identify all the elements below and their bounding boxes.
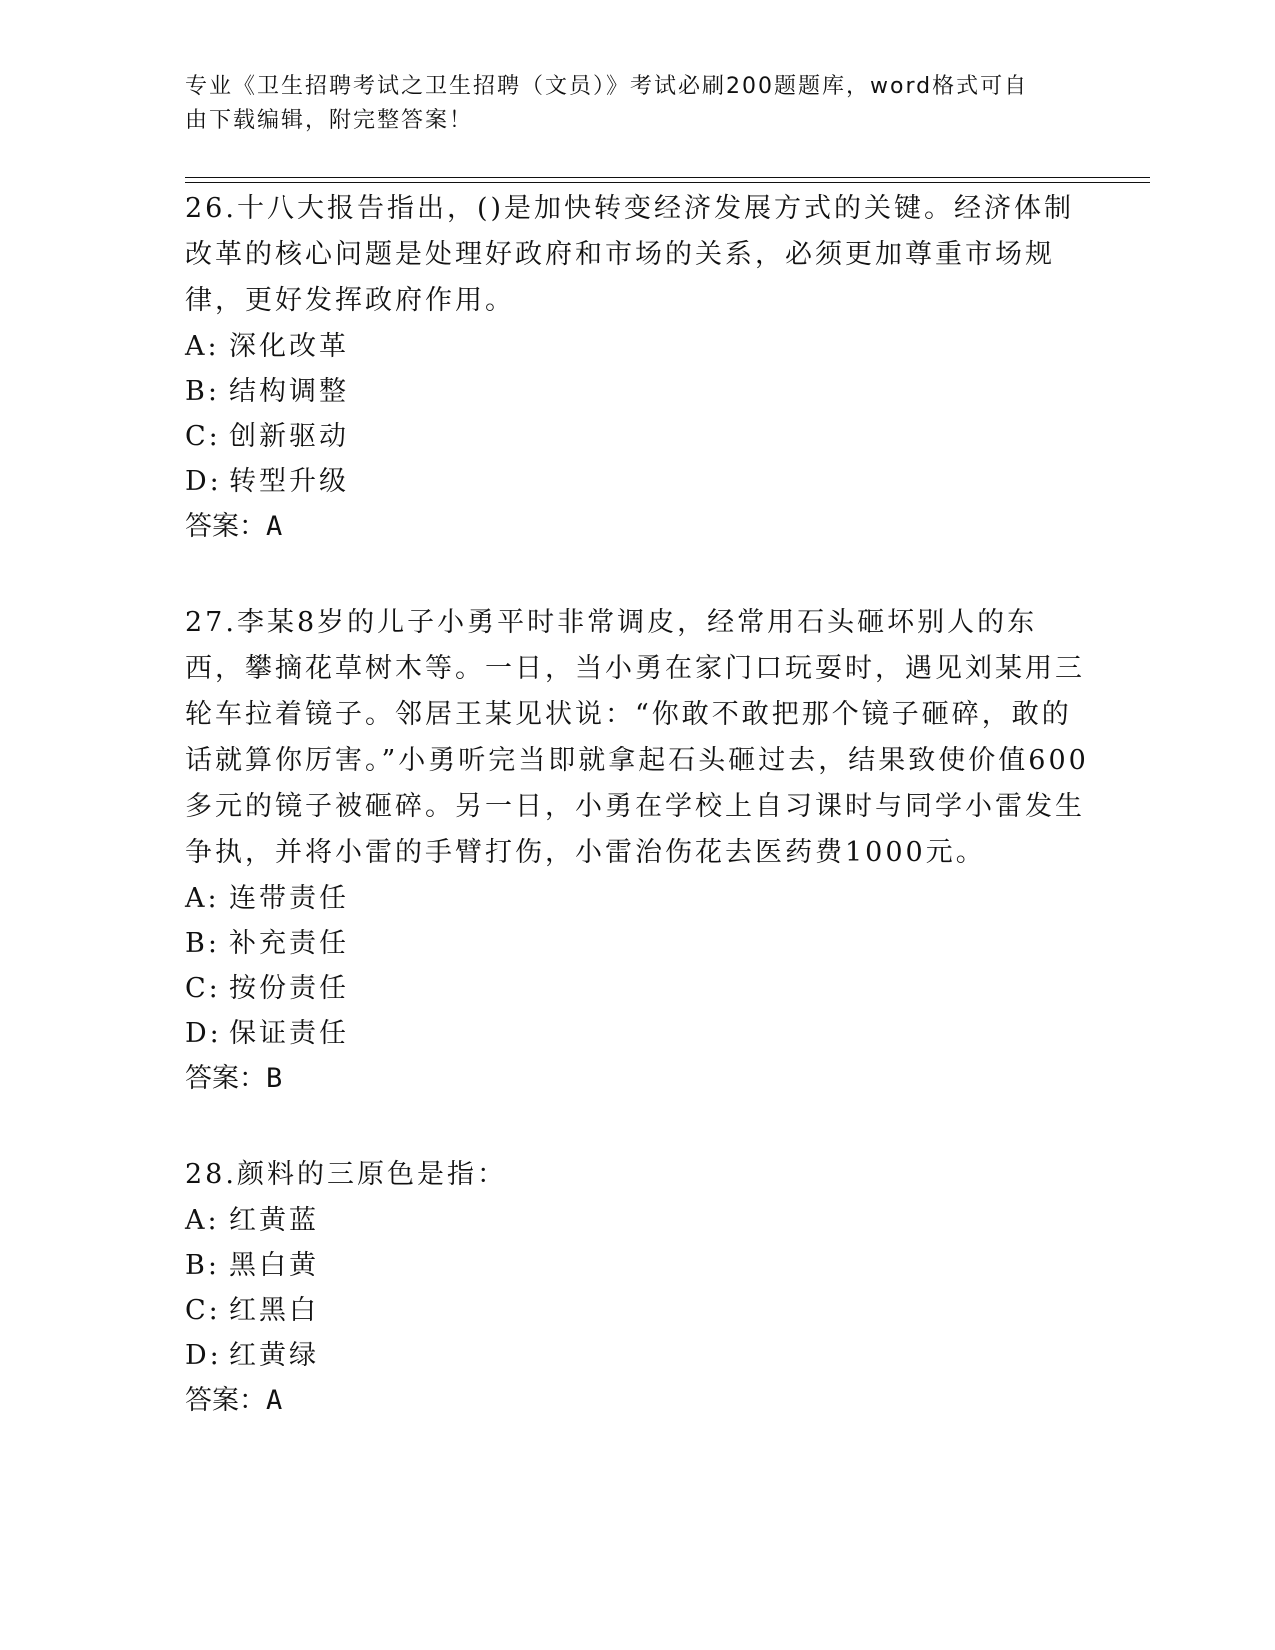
option-text: 红黄蓝 — [229, 1205, 319, 1236]
option-key: C: — [185, 421, 221, 452]
option-key: A: — [185, 1205, 220, 1236]
option-key: D: — [185, 1018, 222, 1049]
question-27 — [185, 600, 1090, 1102]
option-d — [185, 1011, 1090, 1056]
option-b — [185, 1243, 1090, 1288]
option-key: A: — [185, 331, 220, 362]
option-key: D: — [185, 1340, 222, 1371]
option-d — [185, 459, 1090, 504]
option-key: B: — [185, 376, 220, 407]
option-text: 按份责任 — [229, 973, 349, 1004]
question-stem: 26.十八大报告指出，()是加快转变经济发展方式的关键。经济体制改革的核心问题是处理好政府和市场的关系，必须更加尊重市场规律，更好发挥政府作用。 — [185, 193, 1075, 316]
option-text: 红黄绿 — [229, 1340, 319, 1371]
header-divider-bottom — [185, 182, 1150, 183]
question-stem: 27.李某8岁的儿子小勇平时非常调皮，经常用石头砸坏别人的东西，攀摘花草树木等。一日，当小勇在家门口玩耍时，遇见刘某用三轮车拉着镜子。邻居王某见状说：“你敢不敢把那个镜子砸碎，敢的话就算你厉害。”小勇听完当即就拿起石头砸过去，结果致使价值600多元的镜子被砸碎。另一日，小勇在学校上自习课时与同学小雷发生争执，并将小雷的手臂打伤，小雷治伤花去医药费1000元。 — [185, 607, 1089, 868]
header-line-1: 专业《卫生招聘考试之卫生招聘（文员）》考试必刷200题题库，word格式可自 — [185, 74, 1029, 99]
answer — [185, 1378, 1090, 1424]
question-26 — [185, 186, 1090, 550]
option-text: 深化改革 — [229, 331, 349, 362]
option-a — [185, 1198, 1090, 1243]
header-divider-top — [185, 177, 1150, 178]
option-key: D: — [185, 466, 222, 497]
option-key: B: — [185, 928, 220, 959]
answer — [185, 1056, 1090, 1102]
answer — [185, 504, 1090, 550]
option-text: 创新驱动 — [229, 421, 349, 452]
option-c — [185, 1288, 1090, 1333]
option-key: C: — [185, 973, 221, 1004]
option-text: 结构调整 — [229, 376, 349, 407]
option-c — [185, 414, 1090, 459]
option-a — [185, 876, 1090, 921]
answer-value: B — [266, 1063, 283, 1094]
option-text: 红黑白 — [229, 1295, 319, 1326]
option-d — [185, 1333, 1090, 1378]
answer-value: A — [266, 1385, 283, 1416]
option-key: A: — [185, 883, 220, 914]
header-line-2: 由下载编辑，附完整答案！ — [185, 108, 474, 133]
question-28 — [185, 1152, 1090, 1424]
option-key: C: — [185, 1295, 221, 1326]
answer-label: 答案： — [185, 1063, 266, 1094]
answer-label: 答案： — [185, 511, 266, 542]
answer-value: A — [266, 511, 283, 542]
question-stem: 28.颜料的三原色是指： — [185, 1159, 507, 1190]
option-c — [185, 966, 1090, 1011]
question-list — [185, 186, 1090, 1474]
option-text: 连带责任 — [229, 883, 349, 914]
option-text: 黑白黄 — [229, 1250, 319, 1281]
option-key: B: — [185, 1250, 220, 1281]
option-text: 转型升级 — [229, 466, 349, 497]
option-b — [185, 369, 1090, 414]
answer-label: 答案： — [185, 1385, 266, 1416]
option-b — [185, 921, 1090, 966]
document-header — [185, 70, 1065, 138]
option-a — [185, 324, 1090, 369]
option-text: 保证责任 — [229, 1018, 349, 1049]
option-text: 补充责任 — [229, 928, 349, 959]
